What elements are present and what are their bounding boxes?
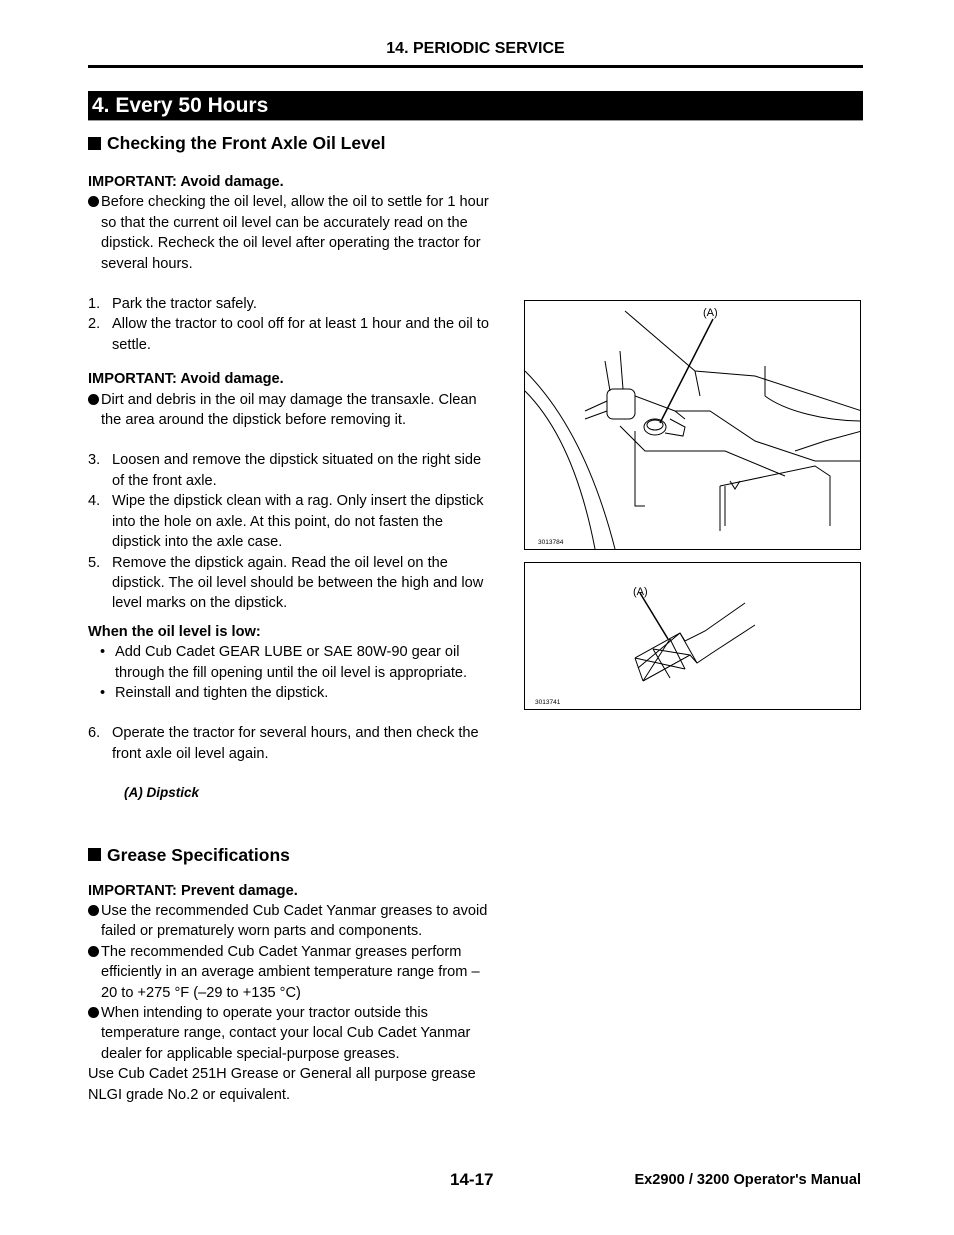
callout-label-a: (A) bbox=[703, 307, 718, 319]
important-notice: IMPORTANT: Avoid damage. bbox=[88, 371, 284, 388]
front-axle-heading: Checking the Front Axle Oil Level bbox=[88, 132, 493, 154]
header-rule bbox=[88, 65, 863, 68]
square-bullet-icon bbox=[88, 137, 101, 150]
section-title-bar bbox=[88, 91, 863, 121]
bullet-item: Dirt and debris in the oil may damage the transaxle. Clean the area around the dipstick before removing it. bbox=[88, 390, 493, 431]
bullet-item: When intending to operate your tractor outside this temperature range, contact your local Cub Cadet Yanmar dealer for applicable special-purpose greases. bbox=[88, 1003, 493, 1064]
bullet-item: Use the recommended Cub Cadet Yanmar greases to avoid failed or prematurely worn parts and components. bbox=[88, 901, 493, 942]
bullet-dot-icon bbox=[88, 196, 99, 207]
step-item: 6. Operate the tractor for several hours, and then check the front axle oil level again. bbox=[88, 725, 479, 762]
grease-recommendation: Use Cub Cadet 251H Grease or General all purpose grease NLGI grade No.2 or equivalent. bbox=[88, 1066, 476, 1103]
grease-heading: Grease Specifications bbox=[88, 844, 493, 866]
figure-dipstick-detail bbox=[524, 562, 861, 710]
bullet-dot-icon bbox=[88, 1007, 99, 1018]
dipstick-illustration bbox=[525, 563, 861, 710]
figure-caption: (A) Dipstick bbox=[124, 785, 200, 801]
page-number: 14-17 bbox=[450, 1170, 494, 1189]
callout-label-a: (A) bbox=[633, 586, 648, 598]
bullet-dot-icon bbox=[88, 394, 99, 405]
step-item: 3. Loosen and remove the dipstick situated on the right side of the front axle. bbox=[88, 452, 482, 489]
figure-code: 3013741 bbox=[535, 699, 561, 706]
steps-list-a bbox=[88, 294, 493, 355]
sub-bullet-item: • Add Cub Cadet GEAR LUBE or SAE 80W-90 gear oil through the fill opening until the oil level is appropriate. bbox=[100, 644, 468, 681]
main-text-column bbox=[88, 132, 493, 1105]
step-item: 5. Remove the dipstick again. Read the oil level on the dipstick. The oil level should be between the high and low level marks on the dipstick. bbox=[88, 554, 484, 612]
step-item: 4. Wipe the dipstick clean with a rag. Only insert the dipstick into the hole on axle. At this point, do not fasten the dipstick into the axle case. bbox=[88, 493, 484, 551]
steps-list-b bbox=[88, 450, 493, 613]
bullet-item: Before checking the oil level, allow the oil to settle for 1 hour so that the current oil level can be accurately read on the dipstick. Recheck the oil level after operating the tractor for several hours. bbox=[88, 192, 493, 274]
bullet-dot-icon bbox=[88, 905, 99, 916]
square-bullet-icon bbox=[88, 848, 101, 861]
figure-axle-dipstick bbox=[524, 300, 861, 550]
axle-illustration bbox=[525, 301, 861, 550]
manual-title: Ex2900 / 3200 Operator's Manual bbox=[634, 1172, 861, 1188]
sub-bullet-item: • Reinstall and tighten the dipstick. bbox=[100, 684, 329, 701]
bullet-dot-icon bbox=[88, 946, 99, 957]
important-notice: IMPORTANT: Avoid damage. bbox=[88, 174, 284, 190]
step-item: 2. Allow the tractor to cool off for at least 1 hour and the oil to settle. bbox=[88, 316, 489, 353]
step-item: 1. Park the tractor safely. bbox=[88, 296, 257, 313]
bullet-item: The recommended Cub Cadet Yanmar greases perform efficiently in an average ambient temperature range from –20 to +275 °F (–29 to +135 °C) bbox=[88, 942, 493, 1003]
section-title: 4. Every 50 Hours bbox=[92, 94, 269, 117]
figure-code: 3013784 bbox=[538, 539, 564, 546]
page-header: 14. PERIODIC SERVICE bbox=[386, 40, 565, 57]
important-notice: IMPORTANT: Prevent damage. bbox=[88, 882, 298, 899]
low-oil-heading: When the oil level is low: bbox=[88, 623, 261, 640]
